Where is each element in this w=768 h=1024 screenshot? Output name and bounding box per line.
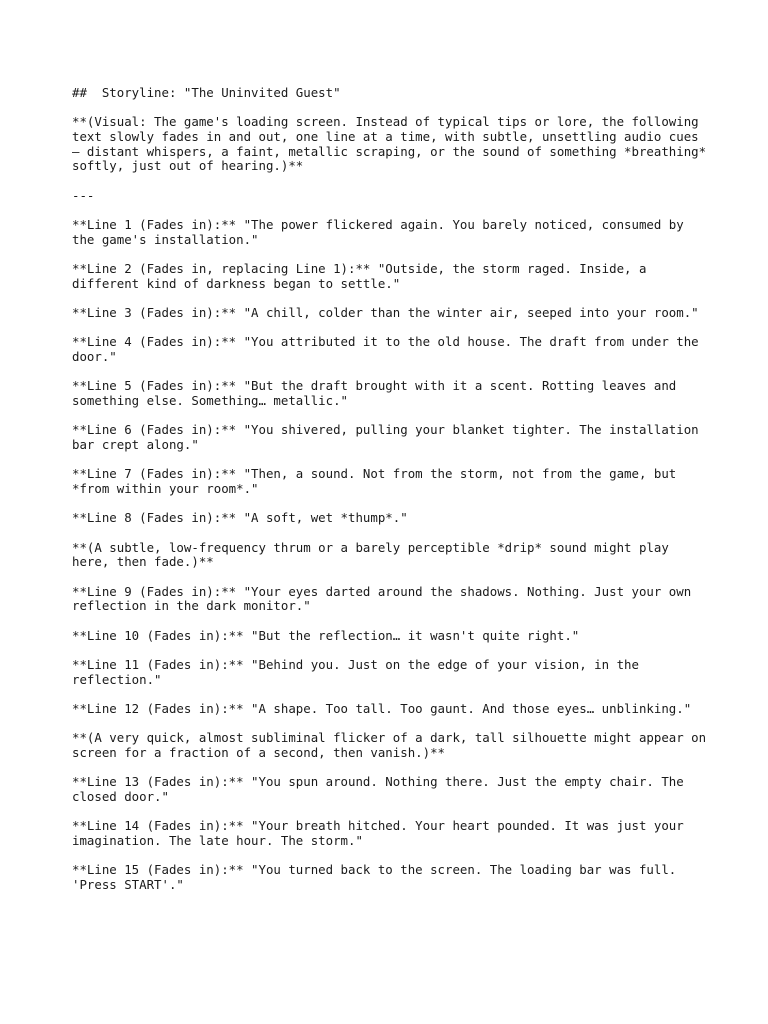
visual-cue-note: **(A very quick, almost subliminal flicker of a dark, tall silhouette might appear on screen for a fraction of a second, then vanish.)** (72, 730, 714, 760)
story-line-2: **Line 2 (Fades in, replacing Line 1):** "Outside, the storm raged. Inside, a different kind of darkness began to settle." (72, 261, 654, 291)
story-line-1: **Line 1 (Fades in):** "The power flickered again. You barely noticed, consumed by the game's installation." (72, 217, 692, 247)
separator: --- (72, 187, 95, 203)
story-line-13: **Line 13 (Fades in):** "You spun around. Nothing there. Just the empty chair. The closed door." (72, 774, 692, 804)
audio-cue-note: **(A subtle, low-frequency thrum or a barely perceptible *drip* sound might play here, then fade.)** (72, 539, 677, 570)
story-line-8: **Line 8 (Fades in):** "A soft, wet *thump*." (72, 510, 408, 526)
story-line-4: **Line 4 (Fades in):** "You attributed it to the old house. The draft from under the door." (72, 334, 707, 364)
intro-paragraph: **(Visual: The game's loading screen. Instead of typical tips or lore, the following text slowly fades in and out, one line at a time, with subtle, unsettling audio cues – distant whispers, a faint, metallic scraping, or the sound of something *breathing* softly, just out of hearing.)** (72, 114, 714, 174)
story-line-14: **Line 14 (Fades in):** "Your breath hitched. Your heart pounded. It was just your imagination. The late hour. The storm." (72, 818, 692, 848)
document-heading: ## Storyline: "The Uninvited Guest" (72, 85, 341, 100)
story-line-12: **Line 12 (Fades in):** "A shape. Too tall. Too gaunt. And those eyes… unblinking." (72, 700, 692, 716)
story-line-15: **Line 15 (Fades in):** "You turned back to the screen. The loading bar was full. 'Press START'." (72, 862, 684, 892)
story-line-9: **Line 9 (Fades in):** "Your eyes darted around the shadows. Nothing. Just your own reflection in the dark monitor." (72, 583, 699, 614)
document-page (72, 86, 712, 907)
story-line-3: **Line 3 (Fades in):** "A chill, colder than the winter air, seeped into your room." (72, 305, 699, 320)
story-line-6: **Line 6 (Fades in):** "You shivered, pulling your blanket tighter. The installation bar crept along." (72, 422, 707, 452)
story-line-10: **Line 10 (Fades in):** "But the reflection… it wasn't quite right." (72, 627, 580, 643)
story-line-11: **Line 11 (Fades in):** "Behind you. Just on the edge of your vision, in the reflection." (72, 656, 647, 687)
story-line-7: **Line 7 (Fades in):** "Then, a sound. Not from the storm, not from the game, but *from within your room*." (72, 466, 684, 496)
story-line-5: **Line 5 (Fades in):** "But the draft brought with it a scent. Rotting leaves and something else. Something… metallic." (72, 378, 684, 408)
